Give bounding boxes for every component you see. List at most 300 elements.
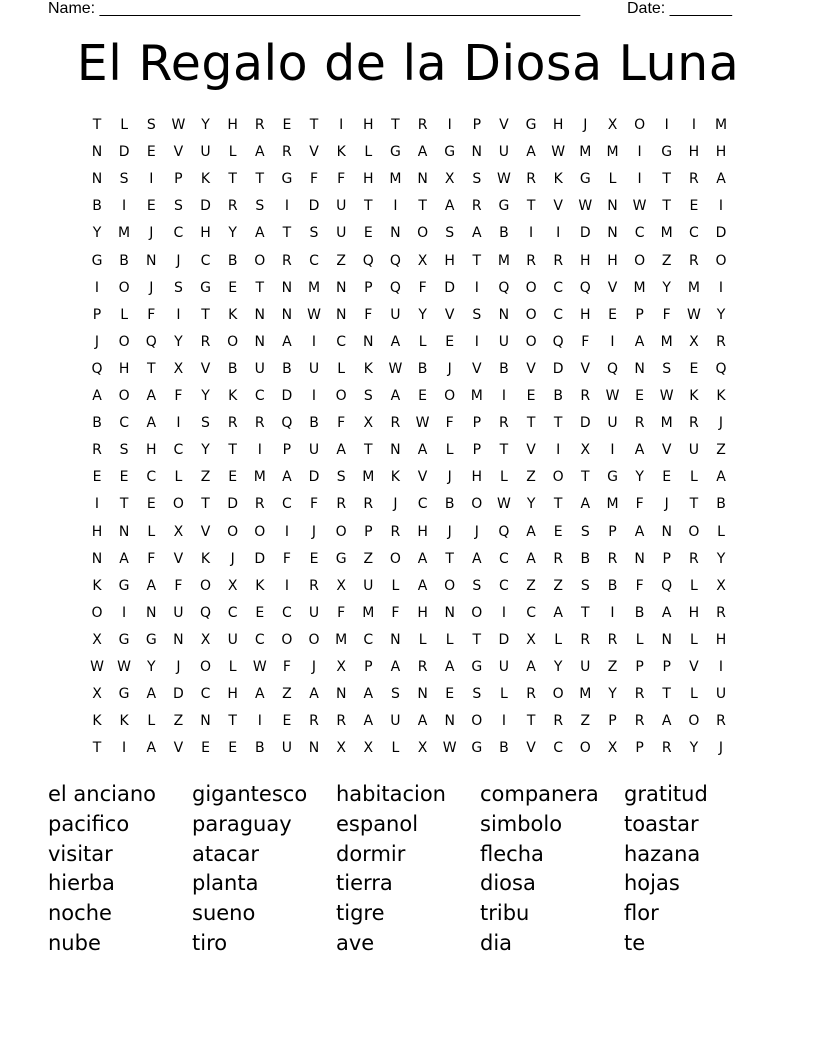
grid-letter[interactable]: X (607, 740, 618, 757)
grid-letter[interactable]: W (388, 360, 403, 377)
grid-letter[interactable]: I (311, 388, 317, 404)
grid-letter[interactable]: T (255, 171, 265, 188)
grid-letter[interactable]: Q (91, 360, 103, 377)
grid-letter[interactable]: F (174, 388, 183, 404)
grid-letter[interactable]: F (282, 659, 291, 675)
grid-letter[interactable]: M (660, 333, 673, 350)
grid-letter[interactable]: Q (715, 360, 727, 377)
grid-letter[interactable]: G (471, 740, 483, 757)
grid-letter[interactable]: T (526, 198, 536, 215)
grid-letter[interactable]: Q (389, 252, 401, 269)
grid-letter[interactable]: L (418, 631, 427, 648)
grid-letter[interactable]: I (610, 604, 615, 621)
grid-letter[interactable]: R (689, 415, 699, 432)
grid-letter[interactable]: W (496, 496, 511, 513)
grid-letter[interactable]: C (173, 442, 184, 459)
grid-letter[interactable]: U (498, 144, 510, 161)
grid-letter[interactable]: N (200, 713, 211, 730)
grid-letter[interactable]: C (363, 631, 374, 648)
grid-letter[interactable]: Y (526, 496, 536, 513)
grid-letter[interactable]: F (581, 333, 590, 350)
grid-letter[interactable]: N (634, 550, 645, 567)
grid-letter[interactable]: T (499, 442, 509, 459)
grid-letter[interactable]: Z (363, 550, 374, 567)
grid-letter[interactable]: Z (173, 713, 184, 730)
grid-letter[interactable]: K (390, 469, 400, 486)
grid-letter[interactable]: N (363, 333, 374, 350)
grid-letter[interactable]: M (606, 496, 619, 513)
grid-letter[interactable]: H (227, 117, 238, 133)
grid-letter[interactable]: V (526, 442, 536, 459)
grid-letter[interactable]: Q (661, 577, 673, 594)
name-field-line[interactable]: Name: ______________________________________________________ (48, 0, 581, 17)
grid-letter[interactable]: E (689, 198, 699, 215)
grid-letter[interactable]: T (662, 198, 671, 215)
grid-letter[interactable]: N (444, 604, 455, 621)
grid-letter[interactable]: R (282, 144, 292, 161)
grid-letter[interactable]: R (607, 550, 618, 567)
grid-letter[interactable]: L (391, 740, 400, 757)
grid-letter[interactable]: E (363, 225, 373, 242)
grid-letter[interactable]: T (689, 496, 699, 513)
grid-letter[interactable]: G (444, 144, 456, 161)
grid-letter[interactable]: D (200, 198, 211, 215)
grid-letter[interactable]: N (661, 631, 672, 648)
grid-letter[interactable]: E (689, 360, 699, 377)
grid-letter[interactable]: I (556, 442, 561, 459)
grid-letter[interactable]: C (553, 740, 564, 757)
grid-letter[interactable]: I (664, 117, 669, 133)
grid-letter[interactable]: O (172, 496, 184, 513)
grid-letter[interactable]: O (254, 252, 266, 269)
grid-letter[interactable]: L (445, 631, 454, 648)
grid-letter[interactable]: C (309, 252, 319, 269)
grid-letter[interactable]: O (525, 279, 537, 296)
grid-letter[interactable]: N (91, 171, 103, 188)
grid-letter[interactable]: L (635, 631, 644, 648)
grid-letter[interactable]: T (364, 198, 373, 215)
grid-letter[interactable]: A (417, 442, 428, 459)
grid-letter[interactable]: G (471, 659, 483, 675)
grid-letter[interactable]: I (501, 388, 506, 404)
grid-letter[interactable]: G (118, 577, 130, 594)
grid-letter[interactable]: B (499, 740, 509, 757)
grid-letter[interactable]: H (715, 631, 727, 648)
grid-letter[interactable]: B (607, 577, 618, 594)
grid-letter[interactable]: M (579, 686, 592, 703)
grid-letter[interactable]: L (174, 469, 183, 486)
grid-letter[interactable]: B (92, 415, 102, 432)
grid-letter[interactable]: H (417, 604, 428, 621)
grid-letter[interactable]: B (119, 252, 129, 269)
grid-letter[interactable]: R (336, 496, 347, 513)
grid-letter[interactable]: E (553, 523, 563, 540)
grid-letter[interactable]: G (498, 198, 510, 215)
grid-letter[interactable]: J (230, 550, 235, 567)
grid-letter[interactable]: H (118, 360, 130, 377)
grid-letter[interactable]: R (661, 740, 672, 757)
grid-letter[interactable]: R (553, 252, 564, 269)
grid-letter[interactable]: X (607, 117, 618, 133)
grid-letter[interactable]: O (118, 333, 130, 350)
grid-letter[interactable]: S (119, 442, 129, 459)
grid-letter[interactable]: U (227, 631, 238, 648)
grid-letter[interactable]: O (471, 496, 483, 513)
grid-letter[interactable]: M (497, 252, 510, 269)
grid-letter[interactable]: M (362, 469, 375, 486)
grid-letter[interactable]: G (118, 631, 130, 648)
grid-letter[interactable]: R (553, 713, 564, 730)
grid-letter[interactable]: Y (201, 388, 210, 404)
grid-letter[interactable]: G (661, 144, 673, 161)
grid-letter[interactable]: W (442, 740, 457, 757)
grid-letter[interactable]: H (580, 306, 591, 323)
grid-letter[interactable]: P (472, 117, 482, 133)
grid-letter[interactable]: Q (606, 360, 619, 377)
grid-letter[interactable]: Y (553, 659, 563, 675)
grid-letter[interactable]: Q (579, 279, 591, 296)
grid-letter[interactable]: S (309, 225, 319, 242)
grid-letter[interactable]: C (227, 604, 238, 621)
grid-letter[interactable]: X (173, 360, 184, 377)
grid-letter[interactable]: M (579, 144, 592, 161)
grid-letter[interactable]: E (201, 740, 210, 757)
grid-letter[interactable]: P (472, 415, 482, 432)
grid-letter[interactable]: O (199, 659, 212, 675)
grid-letter[interactable]: N (390, 442, 401, 459)
grid-letter[interactable]: O (118, 388, 130, 404)
grid-letter[interactable]: A (580, 496, 591, 513)
grid-letter[interactable]: B (417, 360, 428, 377)
grid-letter[interactable]: F (445, 415, 454, 432)
grid-letter[interactable]: I (447, 117, 452, 133)
grid-letter[interactable]: E (228, 279, 238, 296)
grid-letter[interactable]: I (284, 198, 289, 215)
grid-letter[interactable]: M (307, 279, 321, 296)
grid-letter[interactable]: D (498, 631, 510, 648)
grid-letter[interactable]: R (634, 713, 645, 730)
grid-letter[interactable]: C (634, 225, 645, 242)
grid-letter[interactable]: O (471, 713, 483, 730)
grid-letter[interactable]: J (94, 333, 100, 350)
grid-letter[interactable]: R (526, 171, 536, 188)
grid-letter[interactable]: A (255, 144, 265, 161)
grid-letter[interactable]: O (227, 523, 239, 540)
grid-letter[interactable]: O (444, 388, 456, 404)
grid-letter[interactable]: E (282, 117, 292, 133)
grid-letter[interactable]: U (254, 360, 265, 377)
grid-letter[interactable]: L (391, 577, 400, 594)
grid-letter[interactable]: N (335, 686, 347, 703)
grid-letter[interactable]: C (553, 306, 564, 323)
grid-letter[interactable]: Y (147, 659, 156, 675)
grid-letter[interactable]: F (635, 577, 644, 594)
grid-letter[interactable]: B (309, 415, 319, 432)
grid-letter[interactable]: A (417, 713, 428, 730)
grid-letter[interactable]: O (254, 523, 266, 540)
grid-letter[interactable]: E (608, 306, 617, 323)
grid-letter[interactable]: J (149, 225, 154, 242)
grid-letter[interactable]: A (472, 550, 482, 567)
grid-letter[interactable]: U (200, 144, 211, 161)
grid-letter[interactable]: F (147, 550, 156, 567)
grid-letter[interactable]: W (307, 306, 321, 323)
grid-letter[interactable]: S (472, 686, 482, 703)
grid-letter[interactable]: U (173, 604, 184, 621)
grid-letter[interactable]: G (525, 117, 537, 133)
grid-letter[interactable]: O (715, 252, 727, 269)
grid-letter[interactable]: T (418, 198, 427, 215)
grid-letter[interactable]: T (201, 306, 210, 323)
grid-letter[interactable]: H (688, 604, 700, 621)
grid-letter[interactable]: E (418, 388, 428, 404)
grid-letter[interactable]: L (689, 577, 698, 594)
grid-letter[interactable]: L (228, 659, 237, 675)
grid-letter[interactable]: Q (498, 523, 510, 540)
grid-letter[interactable]: R (689, 252, 699, 269)
grid-letter[interactable]: H (363, 171, 374, 188)
grid-letter[interactable]: C (336, 333, 347, 350)
grid-letter[interactable]: Z (661, 252, 672, 269)
grid-letter[interactable]: A (336, 442, 346, 459)
grid-letter[interactable]: D (308, 469, 320, 486)
grid-letter[interactable]: F (337, 604, 346, 621)
grid-letter[interactable]: V (526, 740, 536, 757)
grid-letter[interactable]: Q (145, 333, 157, 350)
grid-letter[interactable]: I (501, 604, 506, 621)
grid-letter[interactable]: U (498, 659, 510, 675)
grid-letter[interactable]: S (472, 577, 482, 594)
grid-letter[interactable]: E (146, 198, 156, 215)
grid-letter[interactable]: C (553, 279, 564, 296)
grid-letter[interactable]: K (200, 171, 211, 188)
grid-letter[interactable]: M (714, 117, 728, 133)
grid-letter[interactable]: V (499, 117, 509, 133)
grid-letter[interactable]: A (526, 550, 536, 567)
grid-letter[interactable]: A (417, 577, 428, 594)
grid-letter[interactable]: L (120, 117, 128, 133)
grid-letter[interactable]: I (176, 415, 181, 432)
grid-letter[interactable]: K (363, 360, 373, 377)
grid-letter[interactable]: I (176, 306, 181, 323)
grid-letter[interactable]: F (282, 550, 291, 567)
grid-letter[interactable]: A (390, 388, 401, 404)
grid-letter[interactable]: X (173, 523, 184, 540)
grid-letter[interactable]: U (607, 415, 618, 432)
grid-letter[interactable]: Q (498, 279, 510, 296)
grid-letter[interactable]: A (716, 469, 726, 486)
grid-letter[interactable]: O (525, 333, 537, 350)
grid-letter[interactable]: S (445, 225, 455, 242)
grid-letter[interactable]: M (253, 469, 266, 486)
grid-letter[interactable]: L (689, 686, 698, 703)
grid-letter[interactable]: S (119, 171, 129, 188)
grid-letter[interactable]: F (418, 279, 427, 296)
grid-letter[interactable]: G (607, 469, 618, 486)
grid-letter[interactable]: A (146, 415, 157, 432)
grid-letter[interactable]: N (173, 631, 184, 648)
grid-letter[interactable]: O (579, 740, 591, 757)
grid-letter[interactable]: A (146, 686, 157, 703)
grid-letter[interactable]: A (526, 659, 536, 675)
grid-letter[interactable]: K (553, 171, 563, 188)
grid-letter[interactable]: S (363, 388, 373, 404)
grid-letter[interactable]: E (228, 469, 238, 486)
grid-letter[interactable]: S (472, 306, 482, 323)
grid-letter[interactable]: K (228, 388, 238, 404)
grid-letter[interactable]: R (553, 550, 564, 567)
grid-letter[interactable]: V (173, 740, 184, 757)
grid-letter[interactable]: I (284, 577, 289, 594)
date-field-line[interactable]: Date: _______ (627, 0, 732, 17)
grid-letter[interactable]: O (227, 333, 239, 350)
grid-letter[interactable]: U (580, 659, 591, 675)
grid-letter[interactable]: V (444, 306, 455, 323)
grid-letter[interactable]: R (526, 686, 536, 703)
grid-letter[interactable]: V (661, 442, 672, 459)
grid-letter[interactable]: W (415, 415, 430, 432)
grid-letter[interactable]: O (389, 550, 401, 567)
grid-letter[interactable]: A (417, 550, 428, 567)
grid-letter[interactable]: T (228, 713, 237, 730)
grid-letter[interactable]: G (389, 144, 401, 161)
grid-letter[interactable]: D (579, 225, 591, 242)
grid-letter[interactable]: I (284, 523, 289, 540)
grid-letter[interactable]: O (281, 631, 293, 648)
grid-letter[interactable]: R (200, 333, 211, 350)
grid-letter[interactable]: B (444, 496, 455, 513)
grid-letter[interactable]: V (607, 279, 618, 296)
grid-letter[interactable]: R (336, 713, 347, 730)
grid-letter[interactable]: I (718, 279, 724, 296)
grid-letter[interactable]: T (228, 442, 237, 459)
grid-letter[interactable]: R (309, 577, 319, 594)
grid-letter[interactable]: I (501, 713, 506, 730)
grid-letter[interactable]: E (228, 740, 238, 757)
grid-letter[interactable]: M (118, 225, 131, 242)
grid-letter[interactable]: N (91, 550, 103, 567)
grid-letter[interactable]: A (282, 469, 292, 486)
grid-letter[interactable]: A (309, 686, 319, 703)
grid-letter[interactable]: F (662, 306, 671, 323)
grid-letter[interactable]: F (391, 604, 400, 621)
grid-letter[interactable]: I (556, 225, 561, 242)
grid-letter[interactable]: X (417, 740, 428, 757)
grid-letter[interactable]: A (282, 333, 292, 350)
grid-letter[interactable]: N (146, 252, 157, 269)
grid-letter[interactable]: A (255, 686, 265, 703)
grid-letter[interactable]: S (472, 171, 482, 188)
grid-letter[interactable]: L (445, 442, 454, 459)
grid-letter[interactable]: O (308, 631, 320, 648)
grid-letter[interactable]: K (336, 144, 346, 161)
grid-letter[interactable]: G (200, 279, 211, 296)
grid-letter[interactable]: N (335, 306, 347, 323)
grid-letter[interactable]: K (92, 713, 102, 730)
grid-letter[interactable]: Z (580, 713, 591, 730)
grid-letter[interactable]: R (607, 631, 618, 648)
grid-letter[interactable]: E (526, 388, 536, 404)
grid-letter[interactable]: L (418, 333, 427, 350)
grid-letter[interactable]: B (553, 388, 563, 404)
grid-letter[interactable]: R (363, 496, 374, 513)
grid-letter[interactable]: H (91, 523, 103, 540)
grid-letter[interactable]: L (364, 144, 373, 161)
grid-letter[interactable]: Y (716, 550, 726, 567)
grid-letter[interactable]: N (118, 523, 130, 540)
grid-letter[interactable]: E (146, 144, 156, 161)
grid-letter[interactable]: M (362, 604, 375, 621)
grid-letter[interactable]: D (281, 388, 293, 404)
grid-letter[interactable]: P (662, 659, 671, 675)
grid-letter[interactable]: S (146, 117, 156, 133)
grid-letter[interactable]: N (471, 144, 483, 161)
grid-letter[interactable]: J (583, 117, 588, 133)
grid-letter[interactable]: E (635, 388, 645, 404)
grid-letter[interactable]: V (472, 360, 482, 377)
grid-letter[interactable]: F (364, 306, 373, 323)
grid-letter[interactable]: R (390, 415, 401, 432)
grid-letter[interactable]: T (581, 469, 590, 486)
grid-letter[interactable]: O (91, 604, 103, 621)
grid-letter[interactable]: O (525, 306, 537, 323)
grid-letter[interactable]: X (363, 740, 374, 757)
grid-letter[interactable]: E (282, 713, 292, 730)
grid-letter[interactable]: X (92, 686, 102, 703)
grid-letter[interactable]: X (336, 577, 346, 594)
grid-letter[interactable]: I (94, 496, 100, 513)
grid-letter[interactable]: P (662, 550, 671, 567)
grid-letter[interactable]: T (581, 604, 590, 621)
grid-letter[interactable]: I (122, 198, 127, 215)
grid-letter[interactable]: W (632, 198, 647, 215)
grid-letter[interactable]: Z (526, 469, 536, 486)
grid-letter[interactable]: K (716, 388, 726, 404)
grid-letter[interactable]: O (688, 523, 700, 540)
grid-letter[interactable]: R (580, 388, 591, 404)
grid-letter[interactable]: H (417, 523, 428, 540)
grid-letter[interactable]: A (526, 523, 536, 540)
grid-letter[interactable]: N (254, 333, 266, 350)
grid-letter[interactable]: K (228, 306, 238, 323)
grid-letter[interactable]: N (91, 144, 103, 161)
grid-letter[interactable]: C (119, 415, 129, 432)
grid-letter[interactable]: G (579, 171, 591, 188)
grid-letter[interactable]: I (529, 225, 534, 242)
grid-letter[interactable]: U (308, 604, 320, 621)
grid-letter[interactable]: J (474, 523, 479, 540)
grid-letter[interactable]: T (309, 117, 319, 133)
grid-letter[interactable]: V (200, 523, 211, 540)
grid-letter[interactable]: R (716, 333, 726, 350)
grid-letter[interactable]: V (417, 469, 428, 486)
grid-letter[interactable]: Y (635, 469, 644, 486)
grid-letter[interactable]: P (635, 659, 644, 675)
grid-letter[interactable]: F (337, 415, 346, 432)
grid-letter[interactable]: O (335, 523, 347, 540)
grid-letter[interactable]: H (200, 225, 211, 242)
grid-letter[interactable]: N (335, 279, 347, 296)
grid-letter[interactable]: T (364, 442, 373, 459)
grid-letter[interactable]: W (252, 659, 267, 675)
grid-letter[interactable]: X (526, 631, 536, 648)
grid-letter[interactable]: L (147, 713, 156, 730)
grid-letter[interactable]: U (308, 360, 320, 377)
grid-letter[interactable]: P (364, 523, 373, 540)
grid-letter[interactable]: O (688, 713, 700, 730)
grid-letter[interactable]: E (146, 496, 156, 513)
grid-letter[interactable]: A (146, 577, 157, 594)
